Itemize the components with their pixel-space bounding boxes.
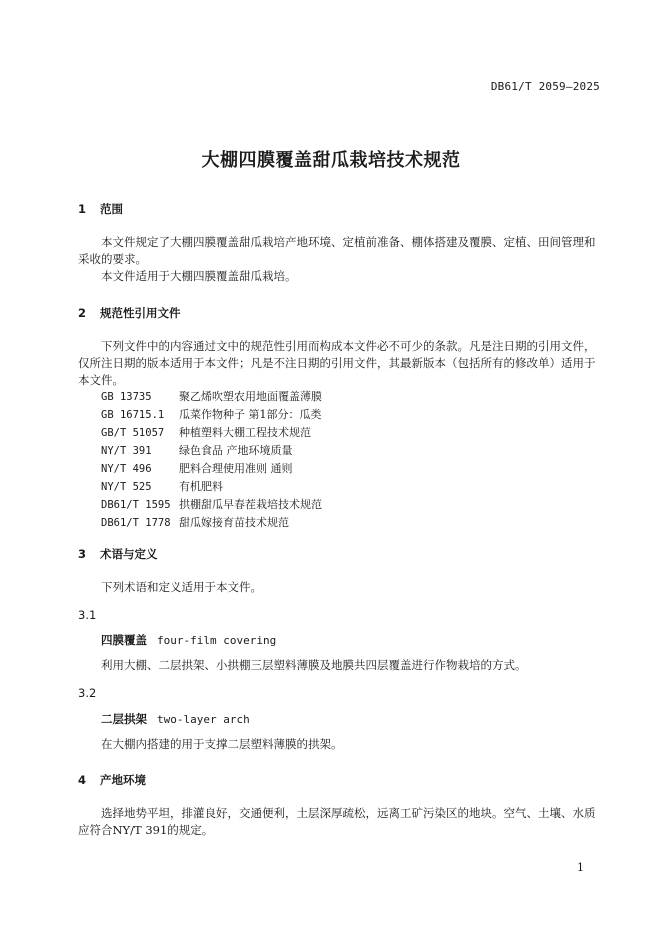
reference-item	[101, 388, 322, 406]
term-3-1-definition: 利用大棚、二层拱架、小拱棚三层塑料薄膜及地膜共四层覆盖进行作物栽培的方式。	[101, 658, 527, 672]
section-number: 1	[78, 202, 87, 216]
reference-name: 绿色食品 产地环境质量	[179, 444, 293, 457]
term-3-2	[101, 711, 250, 727]
section-4-paragraph-1: 选择地势平坦，排灌良好，交通便利，土层深厚疏松，远离工矿污染区的地块。空气、土壤、水质应符合NY/T 391的规定。	[78, 806, 596, 837]
section-4-heading	[78, 772, 146, 788]
reference-item	[101, 514, 322, 532]
section-2-heading	[78, 305, 181, 321]
reference-code: GB 16715.1	[101, 409, 165, 421]
section-3-heading	[78, 546, 158, 562]
section-title: 范围	[100, 202, 124, 216]
section-number: 2	[78, 306, 87, 320]
term-english: four-film covering	[157, 634, 277, 647]
section-title: 术语与定义	[100, 547, 158, 561]
term-3-2-number: 3.2	[78, 686, 97, 700]
term-3-1	[101, 632, 276, 648]
reference-item	[101, 442, 322, 460]
section-number: 4	[78, 773, 87, 787]
term-3-1-number: 3.1	[78, 608, 97, 622]
term-english: two-layer arch	[157, 713, 250, 726]
reference-item	[101, 460, 322, 478]
section-2-paragraph-1: 下列文件中的内容通过文中的规范性引用而构成本文件必不可少的条款。凡是注日期的引用文件，仅所注日期的版本适用于本文件；凡是不注日期的引用文件，其最新版本（包括所有的修改单）适用于本文件。	[78, 339, 596, 387]
document-title: 大棚四膜覆盖甜瓜栽培技术规范	[201, 150, 461, 171]
reference-item	[101, 406, 322, 424]
reference-code: DB61/T 1778	[101, 517, 171, 529]
term-chinese: 二层拱架	[101, 712, 147, 726]
reference-name: 肥料合理使用准则 通则	[179, 462, 293, 475]
reference-name: 甜瓜嫁接育苗技术规范	[179, 516, 289, 529]
reference-name: 拱棚甜瓜早春茬栽培技术规范	[179, 498, 322, 511]
section-title: 规范性引用文件	[100, 306, 181, 320]
reference-item	[101, 496, 322, 514]
reference-code: NY/T 525	[101, 481, 152, 493]
section-1-paragraph-1: 本文件规定了大棚四膜覆盖甜瓜栽培产地环境、定植前准备、棚体搭建及覆膜、定植、田间管理和采收的要求。	[78, 235, 596, 266]
reference-item	[101, 424, 322, 442]
reference-code: GB 13735	[101, 391, 152, 403]
reference-name: 聚乙烯吹塑农用地面覆盖薄膜	[179, 390, 322, 403]
section-1-heading	[78, 201, 123, 217]
term-chinese: 四膜覆盖	[101, 633, 147, 647]
reference-code: NY/T 496	[101, 463, 152, 475]
reference-code: DB61/T 1595	[101, 499, 171, 511]
reference-list	[101, 388, 322, 532]
term-3-2-definition: 在大棚内搭建的用于支撑二层塑料薄膜的拱架。	[101, 737, 343, 751]
reference-code: NY/T 391	[101, 445, 152, 457]
reference-item	[101, 478, 322, 496]
reference-name: 瓜菜作物种子 第1部分：瓜类	[179, 408, 322, 421]
reference-code: GB/T 51057	[101, 427, 165, 439]
page-number: 1	[577, 861, 584, 874]
section-number: 3	[78, 547, 87, 561]
standard-code: DB61/T 2059—2025	[490, 80, 600, 93]
section-title: 产地环境	[100, 773, 147, 787]
section-1-paragraph-2: 本文件适用于大棚四膜覆盖甜瓜栽培。	[101, 269, 297, 283]
reference-name: 有机肥料	[179, 480, 223, 493]
section-3-paragraph-1: 下列术语和定义适用于本文件。	[101, 580, 262, 594]
reference-name: 种植塑料大棚工程技术规范	[179, 426, 311, 439]
